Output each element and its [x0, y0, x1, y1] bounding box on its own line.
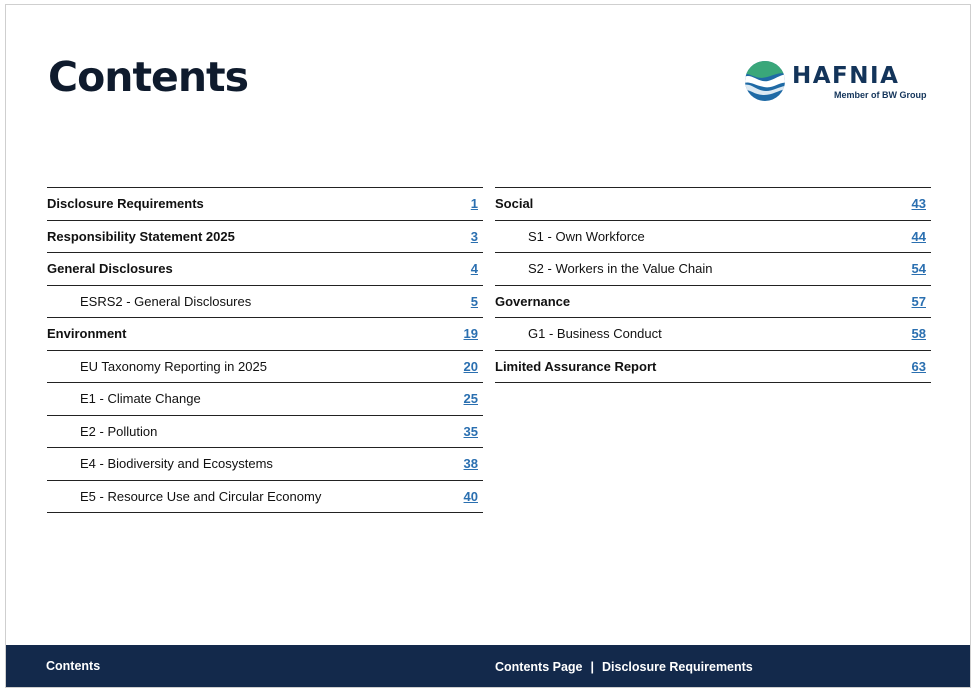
footer-breadcrumb	[495, 660, 753, 674]
toc-entry-label: Social	[495, 196, 534, 212]
toc-row-responsibility-statement-2025[interactable]	[47, 221, 483, 254]
footer-section-title: Contents	[46, 659, 101, 673]
toc-entry-label: S1 - Own Workforce	[528, 228, 645, 244]
logo-wordmark: HAFNIA	[792, 63, 900, 89]
toc-right-column	[495, 187, 931, 383]
toc-page-link[interactable]: 1	[470, 196, 478, 212]
hafnia-wave-icon	[744, 59, 788, 103]
toc-row-g1-business-conduct[interactable]	[495, 318, 931, 351]
toc-row-limited-assurance-report[interactable]	[495, 351, 931, 384]
breadcrumb-separator: |	[590, 660, 595, 674]
toc-left-column	[47, 187, 483, 513]
toc-page-link[interactable]: 57	[911, 293, 926, 309]
toc-entry-label: Responsibility Statement 2025	[47, 228, 235, 244]
toc-entry-label: ESRS2 - General Disclosures	[80, 293, 252, 309]
hafnia-logo	[744, 59, 929, 109]
toc-entry-label: Disclosure Requirements	[47, 196, 204, 212]
toc-row-general-disclosures[interactable]	[47, 253, 483, 286]
page-title: Contents	[48, 53, 249, 101]
toc-page-link[interactable]: 54	[911, 261, 926, 277]
toc-page-link[interactable]: 35	[463, 423, 478, 439]
toc-entry-label: General Disclosures	[47, 261, 173, 277]
toc-page-link[interactable]: 43	[911, 196, 926, 212]
toc-page-link[interactable]: 5	[470, 293, 478, 309]
toc-row-e2-pollution[interactable]	[47, 416, 483, 449]
toc-entry-label: S2 - Workers in the Value Chain	[528, 261, 713, 277]
toc-row-e4-biodiversity-and-ecosystems[interactable]	[47, 448, 483, 481]
toc-entry-label: E5 - Resource Use and Circular Economy	[80, 488, 322, 504]
toc-page-link[interactable]: 58	[911, 326, 926, 342]
toc-page-link[interactable]: 4	[470, 261, 478, 277]
toc-page-link[interactable]: 25	[463, 391, 478, 407]
toc-entry-label: E2 - Pollution	[80, 423, 158, 439]
page-footer	[6, 645, 970, 687]
toc-page-link[interactable]: 63	[911, 358, 926, 374]
toc-row-esrs2-general-disclosures[interactable]	[47, 286, 483, 319]
toc-row-disclosure-requirements[interactable]	[47, 188, 483, 221]
toc-entry-label: G1 - Business Conduct	[528, 326, 662, 342]
toc-entry-label: E4 - Biodiversity and Ecosystems	[80, 456, 273, 472]
toc-entry-label: Environment	[47, 326, 127, 342]
toc-page-link[interactable]: 19	[463, 326, 478, 342]
toc-page-link[interactable]: 40	[463, 488, 478, 504]
toc-entry-label: Governance	[495, 293, 571, 309]
logo-tagline: Member of BW Group	[834, 90, 927, 100]
document-page	[5, 4, 971, 688]
breadcrumb-link-disclosure-requirements[interactable]: Disclosure Requirements	[602, 660, 753, 674]
toc-row-governance[interactable]	[495, 286, 931, 319]
toc-entry-label: Limited Assurance Report	[495, 358, 657, 374]
toc-row-eu-taxonomy-reporting-in-2025[interactable]	[47, 351, 483, 384]
toc-page-link[interactable]: 20	[463, 358, 478, 374]
toc-entry-label: EU Taxonomy Reporting in 2025	[80, 358, 267, 374]
toc-row-s2-workers-in-the-value-chain[interactable]	[495, 253, 931, 286]
breadcrumb-current: Contents Page	[495, 660, 583, 674]
toc-row-social[interactable]	[495, 188, 931, 221]
toc-row-e5-resource-use-and-circular-economy[interactable]	[47, 481, 483, 514]
toc-entry-label: E1 - Climate Change	[80, 391, 201, 407]
toc-row-e1-climate-change[interactable]	[47, 383, 483, 416]
toc-row-environment[interactable]	[47, 318, 483, 351]
toc-row-s1-own-workforce[interactable]	[495, 221, 931, 254]
toc-page-link[interactable]: 38	[463, 456, 478, 472]
toc-page-link[interactable]: 44	[911, 228, 926, 244]
toc-page-link[interactable]: 3	[470, 228, 478, 244]
